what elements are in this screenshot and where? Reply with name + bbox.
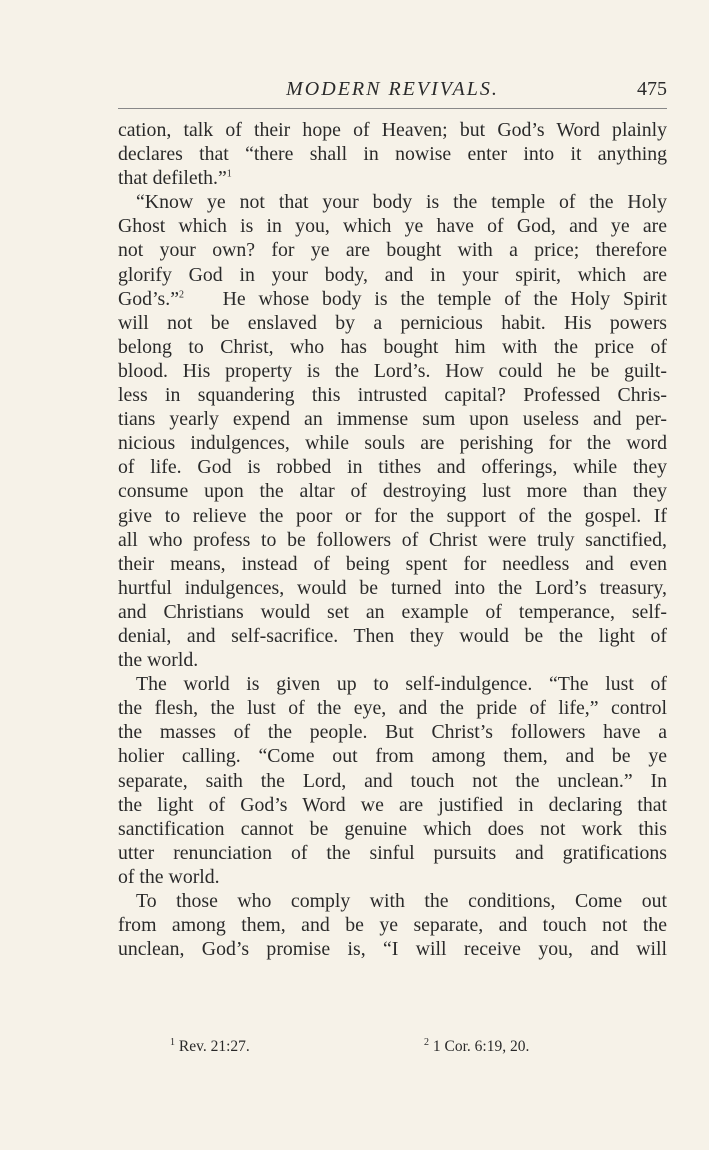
text-line: cation, talk of their hope of Heaven; but God’s Word plainly bbox=[118, 119, 667, 141]
text-line: hurtful indulgences, would be turned into the Lord’s treasury, bbox=[118, 576, 667, 599]
text-line: the world. bbox=[118, 649, 199, 672]
text-line: the masses of the people. But Christ’s followers have a bbox=[118, 721, 667, 744]
text-line: holier calling. “Come out from among them, and be ye bbox=[118, 745, 667, 768]
footnote-1 bbox=[170, 1038, 250, 1056]
text-line: will not be enslaved by a pernicious habit. His powers bbox=[118, 311, 667, 334]
body-text bbox=[118, 118, 667, 961]
text-line-content: He whose body is the temple of the Holy Spirit bbox=[222, 287, 667, 310]
running-title: MODERN REVIVALS. bbox=[286, 78, 499, 100]
text-line: utter renunciation of the sinful pursuits and gratifications bbox=[118, 841, 667, 864]
text-line: and Christians would set an example of temperance, self- bbox=[118, 600, 667, 623]
text-line-content: that defileth.” bbox=[118, 167, 227, 190]
page-number: 475 bbox=[637, 78, 667, 100]
text-line: Ghost which is in you, which ye have of God, and ye are bbox=[118, 215, 667, 238]
running-head bbox=[118, 74, 667, 104]
text-line: declares that “there shall in nowise enter into it anything bbox=[118, 143, 667, 166]
text-line: of life. God is robbed in tithes and offerings, while they bbox=[118, 456, 667, 479]
text-line: all who profess to be followers of Christ were truly sanctified, bbox=[118, 528, 667, 551]
text-line: less in squandering this intrusted capital? Professed Chris- bbox=[118, 384, 667, 407]
text-line: from among them, and be ye separate, and touch not the bbox=[118, 914, 667, 937]
footnote-mark: 2 bbox=[424, 1036, 429, 1048]
text-line: denial, and self-sacrifice. Then they would be the light of bbox=[118, 624, 667, 647]
text-line: separate, saith the Lord, and touch not the unclean.” In bbox=[118, 769, 667, 792]
footnote-ref-1: 1 bbox=[226, 168, 232, 180]
text-line: not your own? for ye are bought with a price; therefore bbox=[118, 239, 667, 262]
text-line: “Know ye not that your body is the temple of the Holy bbox=[136, 191, 667, 214]
header-rule bbox=[118, 108, 667, 109]
text-line: unclean, God’s promise is, “I will receive you, and will bbox=[118, 938, 667, 961]
footnote-text: 1 Cor. 6:19, 20. bbox=[432, 1038, 530, 1055]
text-line: tians yearly expend an immense sum upon useless and per- bbox=[118, 408, 667, 431]
text-line: give to relieve the poor or for the support of the gospel. If bbox=[118, 504, 667, 527]
text-line: To those who comply with the conditions, Come out bbox=[136, 890, 667, 912]
text-line bbox=[118, 166, 667, 190]
footnote-2 bbox=[424, 1038, 529, 1056]
text-line: nicious indulgences, while souls are perishing for the word bbox=[118, 432, 667, 455]
text-line: belong to Christ, who has bought him with the price of bbox=[118, 335, 667, 358]
text-line: their means, instead of being spent for needless and even bbox=[118, 552, 667, 575]
text-line: the light of God’s Word we are justified in declaring that bbox=[118, 793, 667, 816]
footnote-mark: 1 bbox=[170, 1036, 175, 1048]
footnote-text: Rev. 21:27. bbox=[178, 1038, 250, 1055]
footnote-ref-2: 2 bbox=[179, 289, 184, 301]
text-line: The world is given up to self-indulgence. “The lust of bbox=[136, 673, 667, 696]
text-line: the flesh, the lust of the eye, and the pride of life,” control bbox=[118, 697, 667, 720]
text-line: of the world. bbox=[118, 865, 220, 888]
footnotes bbox=[170, 1038, 610, 1062]
text-line: glorify God in your body, and in your spirit, which are bbox=[118, 263, 667, 286]
text-line bbox=[118, 287, 667, 311]
text-line: consume upon the altar of destroying lust more than they bbox=[118, 480, 667, 503]
text-line-content: God’s.” bbox=[118, 287, 179, 310]
text-line: blood. His property is the Lord’s. How could he be guilt- bbox=[118, 359, 667, 382]
text-line: sanctification cannot be genuine which does not work this bbox=[118, 817, 667, 840]
